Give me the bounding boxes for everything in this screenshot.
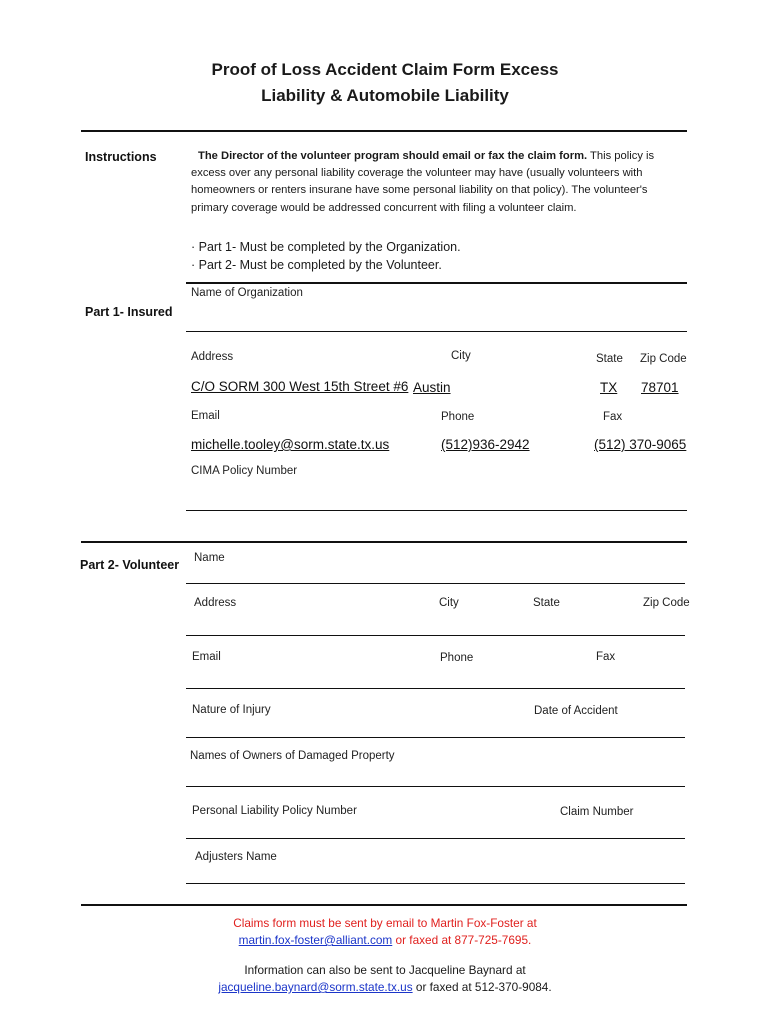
volunteer-email-field[interactable] (186, 688, 685, 689)
footer-line-2 (0, 933, 770, 947)
volunteer-name-field[interactable] (186, 583, 685, 584)
part2-email-label: Email (192, 651, 221, 663)
personal-liability-policy-field[interactable] (186, 838, 685, 839)
instructions-bold-text: The Director of the volunteer program should email or fax the claim form. (198, 150, 588, 162)
divider (81, 541, 687, 543)
instructions-bullet-2: · Part 2- Must be completed by the Volunteer. (191, 258, 442, 272)
cima-policy-field[interactable] (186, 510, 687, 511)
instructions-body-text: This policy is excess over any personal liability coverage the volunteer may have (usually volunteers with homeowners or renters insurane have some personal liability on that policy). The volunteer's primary coverage would be addressed concurrent with filing a volunteer claim. (191, 150, 655, 214)
volunteer-address-field[interactable] (186, 635, 685, 636)
part1-heading: Part 1- Insured (85, 305, 173, 319)
part1-state-value[interactable]: TX (600, 380, 618, 395)
footer-fax-text-1: or faxed at 877-725-7695. (392, 933, 532, 947)
divider (81, 904, 687, 906)
part2-heading: Part 2- Volunteer (80, 558, 180, 572)
part1-fax-value[interactable]: (512) 370-9065 (594, 437, 687, 452)
owners-damaged-property-label: Names of Owners of Damaged Property (190, 750, 395, 762)
claim-number-label: Claim Number (560, 806, 634, 818)
footer-line-1: Claims form must be sent by email to Martin Fox-Foster at (233, 916, 537, 930)
volunteer-name-label: Name (194, 552, 225, 564)
part2-state-label: State (533, 597, 560, 609)
part2-address-label: Address (194, 597, 237, 609)
part1-address-value[interactable]: C/O SORM 300 West 15th Street #6 (191, 379, 409, 394)
divider (81, 130, 687, 132)
part1-email-label: Email (191, 410, 220, 422)
owners-damaged-property-field[interactable] (186, 786, 685, 787)
jacqueline-email-link[interactable]: jacqueline.baynard@sorm.state.tx.us (218, 980, 413, 994)
footer-line-4 (0, 980, 770, 994)
cima-policy-label: CIMA Policy Number (191, 465, 298, 477)
part1-city-value[interactable]: Austin (413, 380, 451, 395)
footer-line-3: Information can also be sent to Jacqueline Baynard at (244, 963, 526, 977)
part1-state-label: State (596, 353, 623, 365)
part1-phone-value[interactable]: (512)936-2942 (441, 437, 530, 452)
organization-name-field[interactable] (186, 331, 687, 332)
part1-fax-label: Fax (603, 411, 623, 423)
instructions-heading: Instructions (85, 150, 157, 164)
organization-name-label: Name of Organization (191, 287, 303, 299)
form-title-line2: Liability & Automobile Liability (261, 86, 509, 105)
part2-zip-label: Zip Code (643, 597, 690, 609)
form-title-line1: Proof of Loss Accident Claim Form Excess (211, 60, 559, 79)
date-of-accident-label: Date of Accident (534, 705, 618, 717)
part2-phone-label: Phone (440, 652, 474, 664)
divider (186, 282, 687, 284)
nature-of-injury-field[interactable] (186, 737, 685, 738)
part1-phone-label: Phone (441, 411, 475, 423)
personal-liability-policy-label: Personal Liability Policy Number (192, 805, 357, 817)
martin-email-link[interactable]: martin.fox-foster@alliant.com (238, 933, 393, 947)
adjusters-name-field[interactable] (186, 883, 685, 884)
part1-zip-label: Zip Code (640, 353, 687, 365)
instructions-paragraph (191, 148, 671, 217)
nature-of-injury-label: Nature of Injury (192, 704, 271, 716)
footer-fax-text-2: or faxed at 512-370-9084. (412, 980, 552, 994)
part1-city-label: City (451, 350, 471, 362)
instructions-bullet-1: · Part 1- Must be completed by the Organization. (191, 240, 461, 254)
part1-email-value[interactable]: michelle.tooley@sorm.state.tx.us (191, 437, 390, 452)
part2-fax-label: Fax (596, 651, 616, 663)
part1-address-label: Address (191, 351, 234, 363)
adjusters-name-label: Adjusters Name (195, 851, 277, 863)
part1-zip-value[interactable]: 78701 (641, 380, 679, 395)
part2-city-label: City (439, 597, 459, 609)
